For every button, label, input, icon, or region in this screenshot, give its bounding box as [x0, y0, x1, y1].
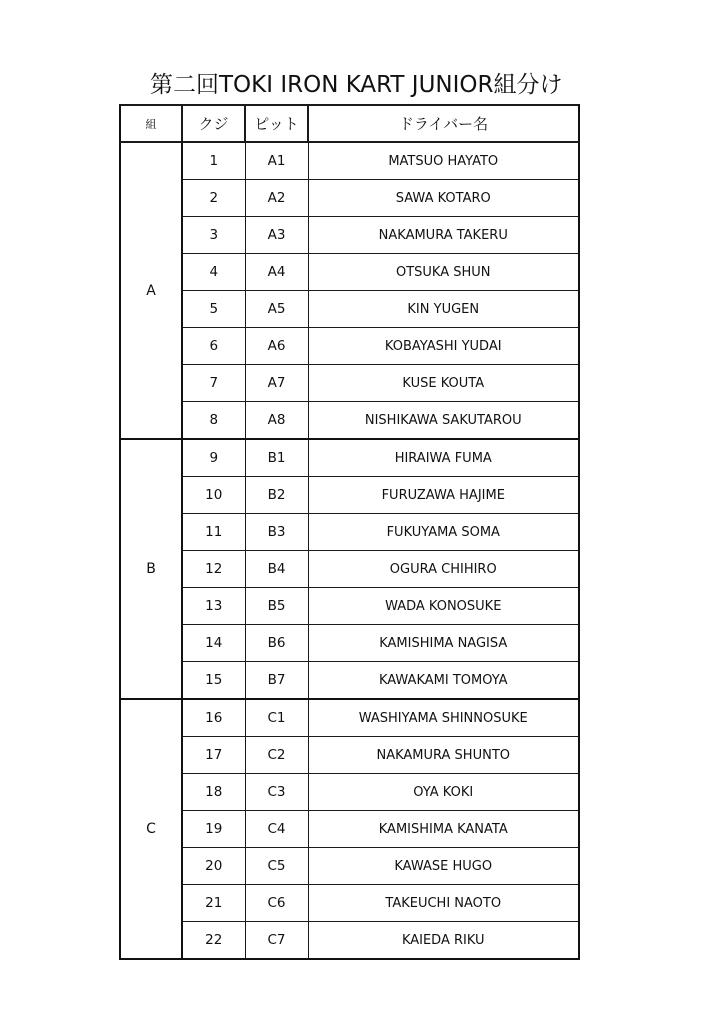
- lot-number-cell: 1: [182, 142, 245, 180]
- driver-name-cell: KAIEDA RIKU: [308, 922, 579, 960]
- driver-name-cell: FUKUYAMA SOMA: [308, 514, 579, 551]
- pit-cell: B4: [245, 551, 308, 588]
- header-lot: クジ: [182, 105, 245, 142]
- table-body: [120, 142, 579, 959]
- table-row: [120, 365, 579, 402]
- pit-cell: B7: [245, 662, 308, 700]
- pit-cell: C7: [245, 922, 308, 960]
- driver-name-cell: TAKEUCHI NAOTO: [308, 885, 579, 922]
- table-row: [120, 291, 579, 328]
- group-assignment-table: [119, 104, 580, 960]
- driver-name-cell: KAMISHIMA KANATA: [308, 811, 579, 848]
- driver-name-cell: KAWASE HUGO: [308, 848, 579, 885]
- lot-number-cell: 4: [182, 254, 245, 291]
- pit-cell: B5: [245, 588, 308, 625]
- table-row: [120, 737, 579, 774]
- driver-name-cell: KAMISHIMA NAGISA: [308, 625, 579, 662]
- lot-number-cell: 11: [182, 514, 245, 551]
- table-row: [120, 885, 579, 922]
- driver-name-cell: SAWA KOTARO: [308, 180, 579, 217]
- pit-cell: A3: [245, 217, 308, 254]
- pit-cell: A5: [245, 291, 308, 328]
- table-row: [120, 551, 579, 588]
- table-row: [120, 662, 579, 700]
- pit-cell: C1: [245, 699, 308, 737]
- driver-name-cell: KAWAKAMI TOMOYA: [308, 662, 579, 700]
- table-row: [120, 477, 579, 514]
- page-title: 第二回TOKI IRON KART JUNIOR組分け: [150, 72, 563, 98]
- pit-cell: B1: [245, 439, 308, 477]
- pit-cell: B2: [245, 477, 308, 514]
- pit-cell: B6: [245, 625, 308, 662]
- lot-number-cell: 19: [182, 811, 245, 848]
- driver-name-cell: NAKAMURA SHUNTO: [308, 737, 579, 774]
- table-row: [120, 439, 579, 477]
- lot-number-cell: 15: [182, 662, 245, 700]
- driver-name-cell: FURUZAWA HAJIME: [308, 477, 579, 514]
- lot-number-cell: 14: [182, 625, 245, 662]
- lot-number-cell: 12: [182, 551, 245, 588]
- driver-name-cell: NAKAMURA TAKERU: [308, 217, 579, 254]
- pit-cell: A4: [245, 254, 308, 291]
- lot-number-cell: 8: [182, 402, 245, 440]
- table-row: [120, 514, 579, 551]
- header-pit: ピット: [245, 105, 308, 142]
- driver-name-cell: OTSUKA SHUN: [308, 254, 579, 291]
- driver-name-cell: OYA KOKI: [308, 774, 579, 811]
- lot-number-cell: 9: [182, 439, 245, 477]
- table-row: [120, 699, 579, 737]
- lot-number-cell: 16: [182, 699, 245, 737]
- table-row: [120, 217, 579, 254]
- pit-cell: A1: [245, 142, 308, 180]
- pit-cell: C6: [245, 885, 308, 922]
- table-row: [120, 588, 579, 625]
- lot-number-cell: 6: [182, 328, 245, 365]
- driver-name-cell: NISHIKAWA SAKUTAROU: [308, 402, 579, 440]
- pit-cell: A7: [245, 365, 308, 402]
- table-row: [120, 922, 579, 960]
- pit-cell: A6: [245, 328, 308, 365]
- lot-number-cell: 20: [182, 848, 245, 885]
- table-row: [120, 402, 579, 440]
- pit-cell: A2: [245, 180, 308, 217]
- table-row: [120, 774, 579, 811]
- driver-name-cell: KIN YUGEN: [308, 291, 579, 328]
- pit-cell: C3: [245, 774, 308, 811]
- table-row: [120, 625, 579, 662]
- group-label-cell: C: [120, 699, 182, 959]
- table-row: [120, 180, 579, 217]
- pit-cell: C4: [245, 811, 308, 848]
- lot-number-cell: 7: [182, 365, 245, 402]
- lot-number-cell: 2: [182, 180, 245, 217]
- driver-name-cell: MATSUO HAYATO: [308, 142, 579, 180]
- driver-name-cell: KUSE KOUTA: [308, 365, 579, 402]
- driver-name-cell: WADA KONOSUKE: [308, 588, 579, 625]
- lot-number-cell: 17: [182, 737, 245, 774]
- pit-cell: C5: [245, 848, 308, 885]
- group-label-cell: B: [120, 439, 182, 699]
- lot-number-cell: 10: [182, 477, 245, 514]
- header-group: 組: [120, 105, 182, 142]
- pit-cell: B3: [245, 514, 308, 551]
- lot-number-cell: 13: [182, 588, 245, 625]
- table-row: [120, 811, 579, 848]
- table-row: [120, 142, 579, 180]
- header-driver-name: ドライバー名: [308, 105, 579, 142]
- lot-number-cell: 5: [182, 291, 245, 328]
- lot-number-cell: 22: [182, 922, 245, 960]
- driver-name-cell: WASHIYAMA SHINNOSUKE: [308, 699, 579, 737]
- table-row: [120, 328, 579, 365]
- lot-number-cell: 18: [182, 774, 245, 811]
- driver-name-cell: HIRAIWA FUMA: [308, 439, 579, 477]
- pit-cell: A8: [245, 402, 308, 440]
- lot-number-cell: 21: [182, 885, 245, 922]
- driver-name-cell: KOBAYASHI YUDAI: [308, 328, 579, 365]
- table-header-row: [120, 105, 579, 142]
- pit-cell: C2: [245, 737, 308, 774]
- driver-name-cell: OGURA CHIHIRO: [308, 551, 579, 588]
- group-label-cell: A: [120, 142, 182, 439]
- lot-number-cell: 3: [182, 217, 245, 254]
- table-row: [120, 848, 579, 885]
- table-row: [120, 254, 579, 291]
